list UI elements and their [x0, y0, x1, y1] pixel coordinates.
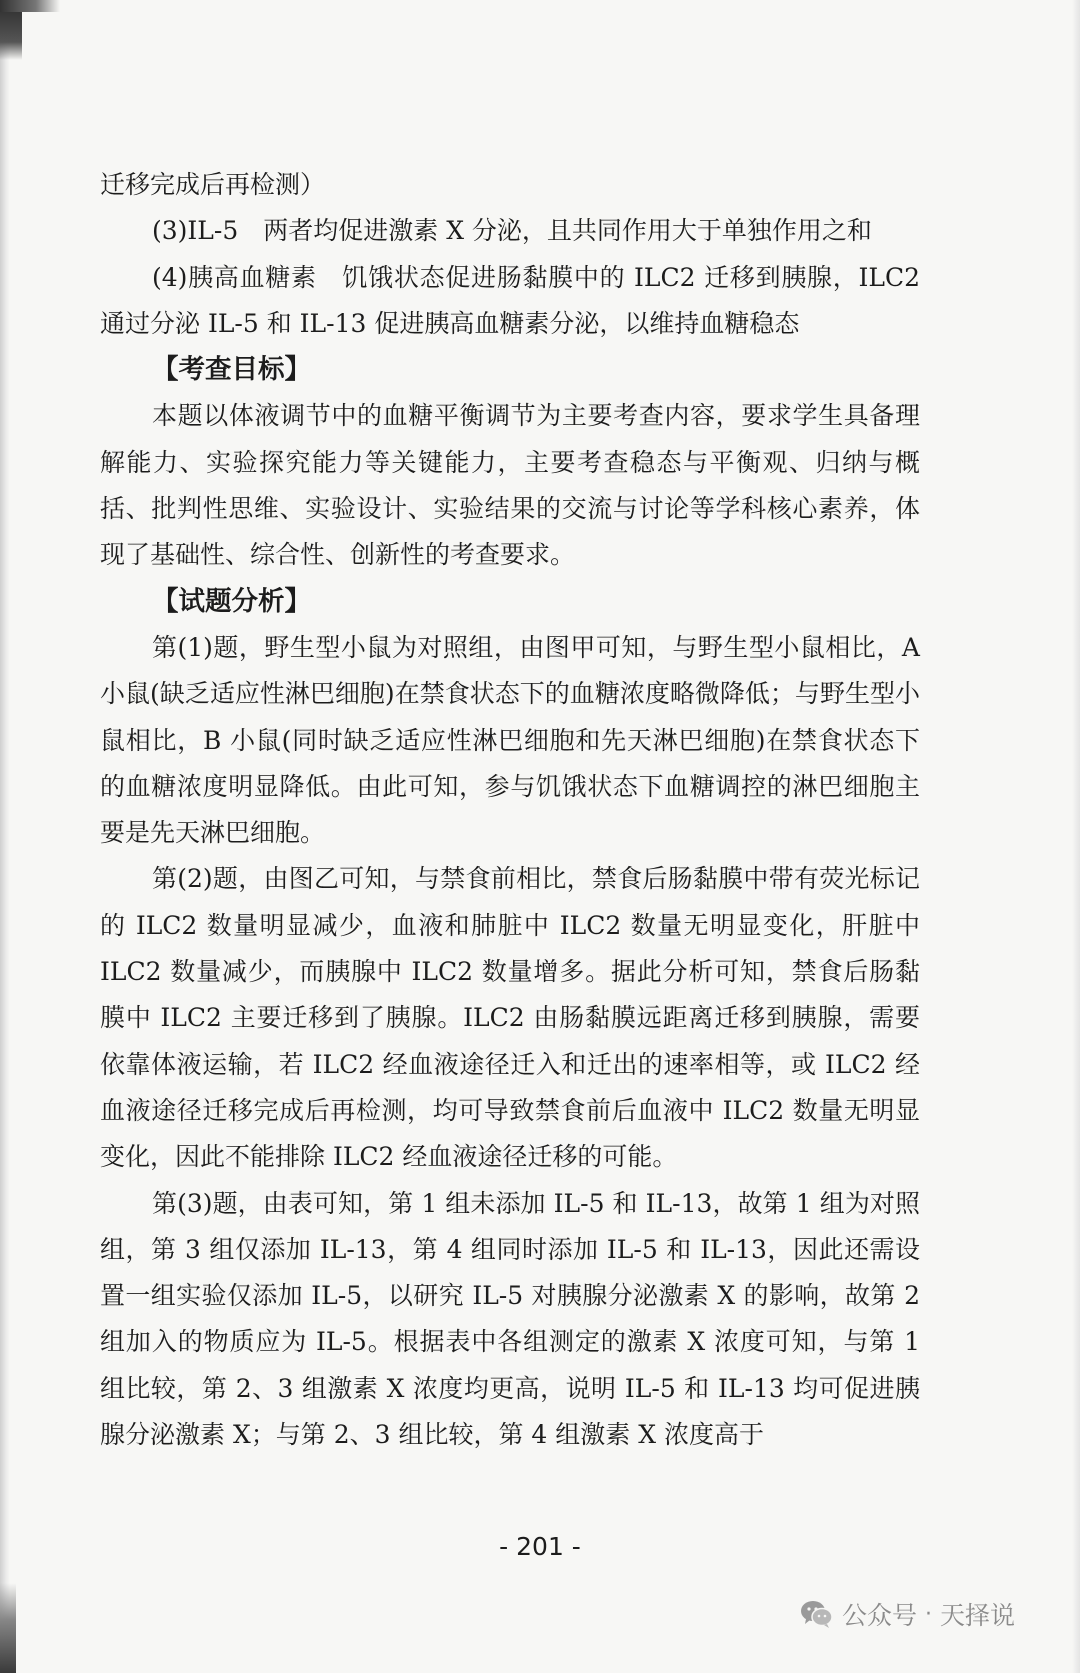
watermark-separator: ·	[925, 1601, 933, 1627]
objective-paragraph: 本题以体液调节中的血糖平衡调节为主要考查内容，要求学生具备理解能力、实验探究能力等关键能力，主要考查稳态与平衡观、归纳与概括、批判性思维、实验设计、实验结果的交流与讨论等学科核心素养，体现了基础性、综合性、创新性的考查要求。	[100, 401, 920, 570]
answer-4: (4)胰高血糖素 饥饿状态促进肠黏膜中的 ILC2 迁移到胰腺，ILC2 通过分泌 IL-5 和 IL-13 促进胰高血糖素分泌，以维持血糖稳态	[100, 262, 920, 338]
scan-edge-left	[0, 0, 10, 1673]
answer-3: (3)IL-5 两者均促进激素 X 分泌，且共同作用大于单独作用之和	[152, 216, 872, 246]
analysis-paragraph-2: 第(2)题，由图乙可知，与禁食前相比，禁食后肠黏膜中带有荧光标记的 ILC2 数量明显减少，血液和肺脏中 ILC2 数量无明显变化，肝脏中 ILC2 数量减少，而胰腺中 ILC2 数量增多。据此分析可知，禁食后肠黏膜中 ILC2 主要迁移到了胰腺。ILC2 由肠黏膜远距离迁移到胰腺，需要依靠体液运输，若 ILC2 经血液途径迁入和迁出的速率相等，或 ILC2 经血液途径迁移完成后再检测，均可导致禁食前后血液中 ILC2 数量无明显变化，因此不能排除 ILC2 经血液途径迁移的可能。	[100, 864, 920, 1172]
watermark	[800, 1594, 1015, 1634]
page-body	[100, 162, 920, 1458]
watermark-label: 公众号	[842, 1601, 918, 1630]
scan-edge-right	[1072, 0, 1080, 1673]
section-heading-analysis: 【试题分析】	[152, 585, 311, 617]
watermark-account: 天择说	[940, 1601, 1016, 1630]
analysis-paragraph-1: 第(1)题，野生型小鼠为对照组，由图甲可知，与野生型小鼠相比，A 小鼠(缺乏适应性淋巴细胞)在禁食状态下的血糖浓度略微降低；与野生型小鼠相比，B 小鼠(同时缺乏适应性淋巴细胞和先天淋巴细胞)在禁食状态下的血糖浓度明显降低。由此可知，参与饥饿状态下血糖调控的淋巴细胞主要是先天淋巴细胞。	[100, 632, 920, 848]
analysis-paragraph-3: 第(3)题，由表可知，第 1 组未添加 IL-5 和 IL-13，故第 1 组为对照组，第 3 组仅添加 IL-13，第 4 组同时添加 IL-5 和 IL-13，因此还需设置一组实验仅添加 IL-5，以研究 IL-5 对胰腺分泌激素 X 的影响，故第 2 组加入的物质应为 IL-5。根据表中各组测定的激素 X 浓度可知，与第 1 组比较，第 2、3 组激素 X 浓度均更高，说明 IL-5 和 IL-13 均可促进胰腺分泌激素 X；与第 2、3 组比较，第 4 组激素 X 浓度高于	[100, 1188, 920, 1450]
wechat-icon	[800, 1599, 834, 1629]
scan-edge-top	[0, 0, 60, 12]
section-heading-objective: 【考查目标】	[152, 354, 311, 386]
scan-corner-bottom-left	[0, 1583, 16, 1673]
body-paragraph: 迁移完成后再检测）	[100, 170, 326, 199]
page-number: - 201 -	[499, 1532, 581, 1561]
